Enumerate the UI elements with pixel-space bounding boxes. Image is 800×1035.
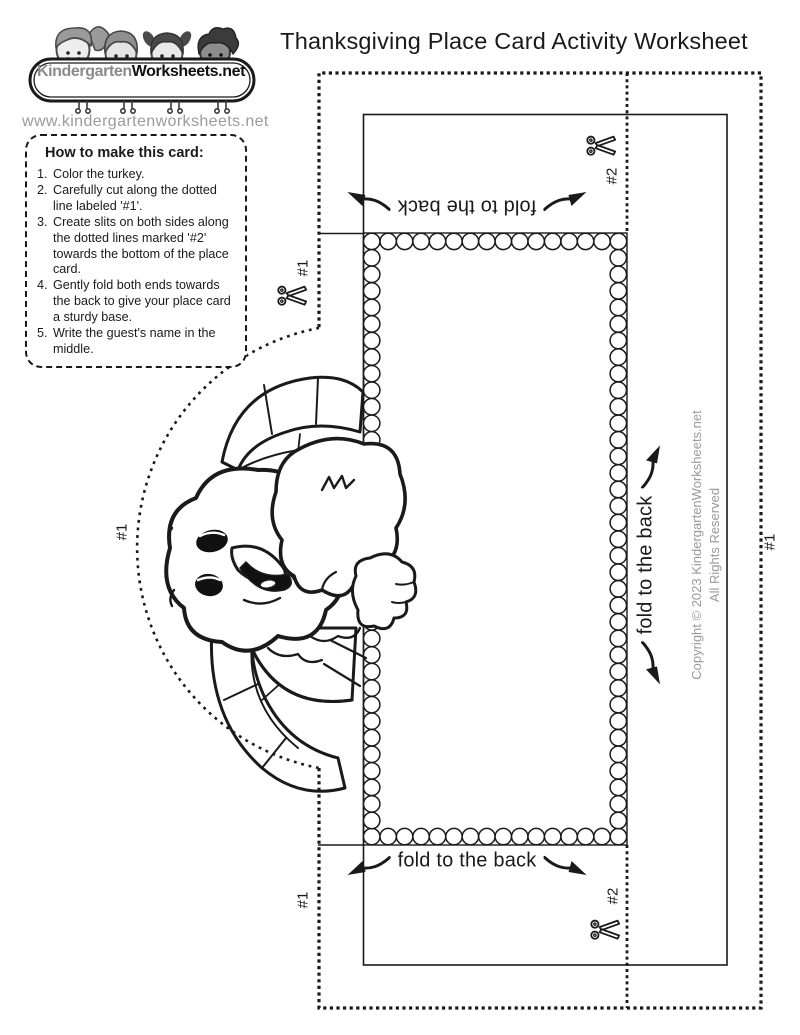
cut-label-1: #1 — [294, 891, 312, 909]
cut-label-1: #1 — [761, 533, 779, 551]
curved-arrow-icon — [347, 853, 391, 879]
scissors-icon — [591, 921, 619, 939]
card-front-outline — [364, 233, 628, 845]
scallop-border — [364, 233, 627, 845]
instructions-box — [25, 134, 247, 368]
cut-label-2: #2 — [603, 167, 621, 185]
fold-label-top: fold to the back — [347, 189, 588, 224]
instruction-step: 2. Carefully cut along the dotted line labeled '#1'. — [37, 182, 217, 213]
scissors-icon — [278, 287, 306, 305]
curved-arrow-icon — [347, 189, 391, 215]
instruction-step: 4. Gently fold both ends towards the back to give your place card a sturdy base. — [37, 278, 231, 325]
instruction-step: 5. Write the guest's name in the middle. — [37, 326, 216, 356]
instruction-step: 3. Create slits on both sides along the dotted lines marked '#2' towards the bottom of the place card. — [37, 214, 229, 277]
page-title: Thanksgiving Place Card Activity Worksheet — [280, 28, 748, 54]
fold-label-bottom: fold to the back — [347, 844, 588, 879]
logo-text-gray: Kindergarten — [36, 63, 132, 80]
logo-legs — [76, 101, 229, 113]
curved-arrow-icon — [543, 189, 587, 215]
curved-arrow-icon — [638, 445, 664, 489]
copyright-line1: Copyright © 2023 KindergartenWorksheets.net — [689, 410, 704, 680]
curved-arrow-icon — [638, 641, 664, 685]
instruction-step: 1. Color the turkey. — [37, 167, 145, 181]
curved-arrow-icon — [543, 853, 587, 879]
logo-wordmark — [33, 63, 249, 81]
copyright-notice — [688, 410, 724, 680]
website-url: www.kindergartenworksheets.net — [22, 113, 269, 130]
cut-label-1: #1 — [113, 523, 131, 541]
fold-label-right: fold to the back — [629, 445, 664, 686]
logo-text-black: Worksheets.net — [131, 63, 246, 80]
cut-label-1: #1 — [294, 259, 312, 277]
cut-label-2: #2 — [604, 887, 622, 905]
instructions-heading: How to make this card: — [45, 145, 204, 161]
scissors-icon — [587, 137, 615, 155]
copyright-line2: All Rights Reserved — [707, 487, 722, 603]
